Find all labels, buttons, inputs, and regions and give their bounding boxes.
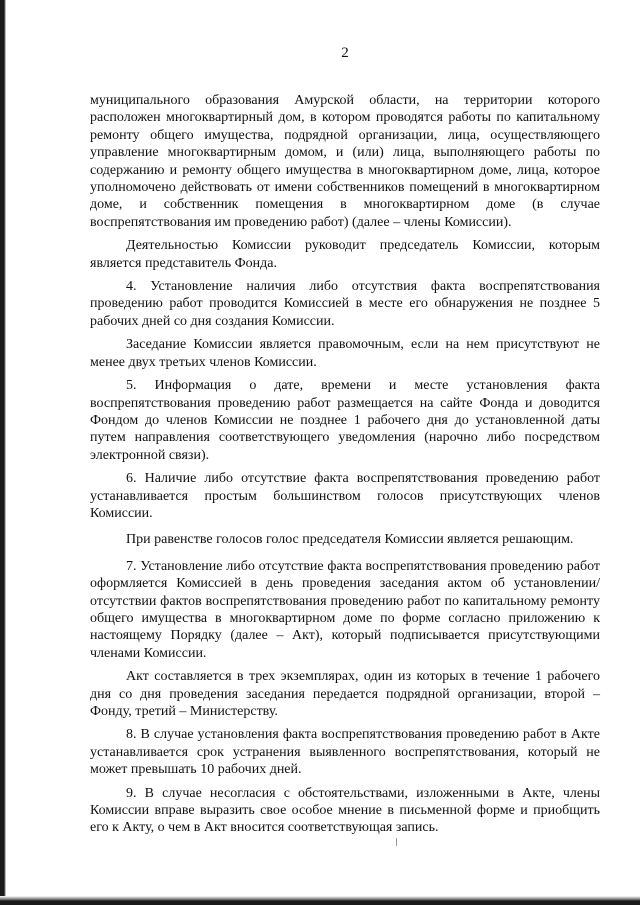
paragraph-item-4: 4. Установление наличия либо отсутствия факта воспрепятствования проведению работ проводится Комиссией в месте его обнаружения не позднее 5 рабочих дней со дня создания Комиссии. [90,279,600,329]
document-body [90,92,600,837]
paragraph-item-5: 5. Информация о дате, времени и месте установления факта воспрепятствования проведению работ размещается на сайте Фонда и доводится Фондом до членов Комиссии не позднее 1 рабочего дня до установленной даты путем направления соответствующего уведомления (нарочно либо посредством электронной связи). [90,378,600,463]
paragraph-item-7: 7. Установление либо отсутствие факта воспрепятствования проведению работ оформляется Комиссией в день проведения заседания актом об установлении/отсутствии фактов воспрепятствования проведению работ по капитальному ремонту общего имущества в многоквартирном доме по форме согласно приложению к настоящему Порядку (далее – Акт), который подписывается присутствующими членами Комиссии. [90,558,600,661]
scan-shadow-left [0,0,6,905]
scan-speck [396,838,397,846]
paragraph-tie-vote: При равенстве голосов голос председателя Комиссии является решающим. [126,532,574,548]
paragraph-quorum: Заседание Комиссии является правомочным, если на нем присутствуют не менее двух третьих членов Комиссии. [90,337,600,370]
scan-shadow-bottom [0,896,640,905]
paragraph-commission-members: муниципального образования Амурской области, на территории которого расположен многоквартирный дом, в котором проводятся работы по капитальному ремонту общего имущества, подрядной организации, лица, осуществляющего управление многоквартирным домом, и (или) лица, выполняющего работы по содержанию и ремонту общего имущества в многоквартирном доме, лица, которое уполномочено действовать от имени собственников помещений в многоквартирном доме, и собственник помещения в многоквартирном доме (в случае воспрепятствования им проведению работ) (далее – члены Комиссии). [90,93,600,230]
paragraph-commission-chair: Деятельностью Комиссии руководит председатель Комиссии, которым является представитель Фонда. [90,238,600,271]
paragraph-item-9: 9. В случае несогласия с обстоятельствами, изложенными в Акте, члены Комиссии вправе выразить свое особое мнение в письменной форме и приобщить его к Акту, о чем в Акт вносится соответствующая запись. [90,785,600,836]
paragraph-act-copies: Акт составляется в трех экземплярах, один из которых в течение 1 рабочего дня со дня проведения заседания передается подрядной организации, второй – Фонду, третий – Министерству. [90,669,600,719]
paragraph-item-6: 6. Наличие либо отсутствие факта воспрепятствования проведению работ устанавливается простым большинством голосов присутствующих членов Комиссии. [90,471,600,521]
page-number: 2 [341,45,349,61]
paragraph-item-8: 8. В случае установления факта воспрепятствования проведению работ в Акте устанавливается срок устранения выявленного воспрепятствования, который не может превышать 10 рабочих дней. [90,727,600,778]
